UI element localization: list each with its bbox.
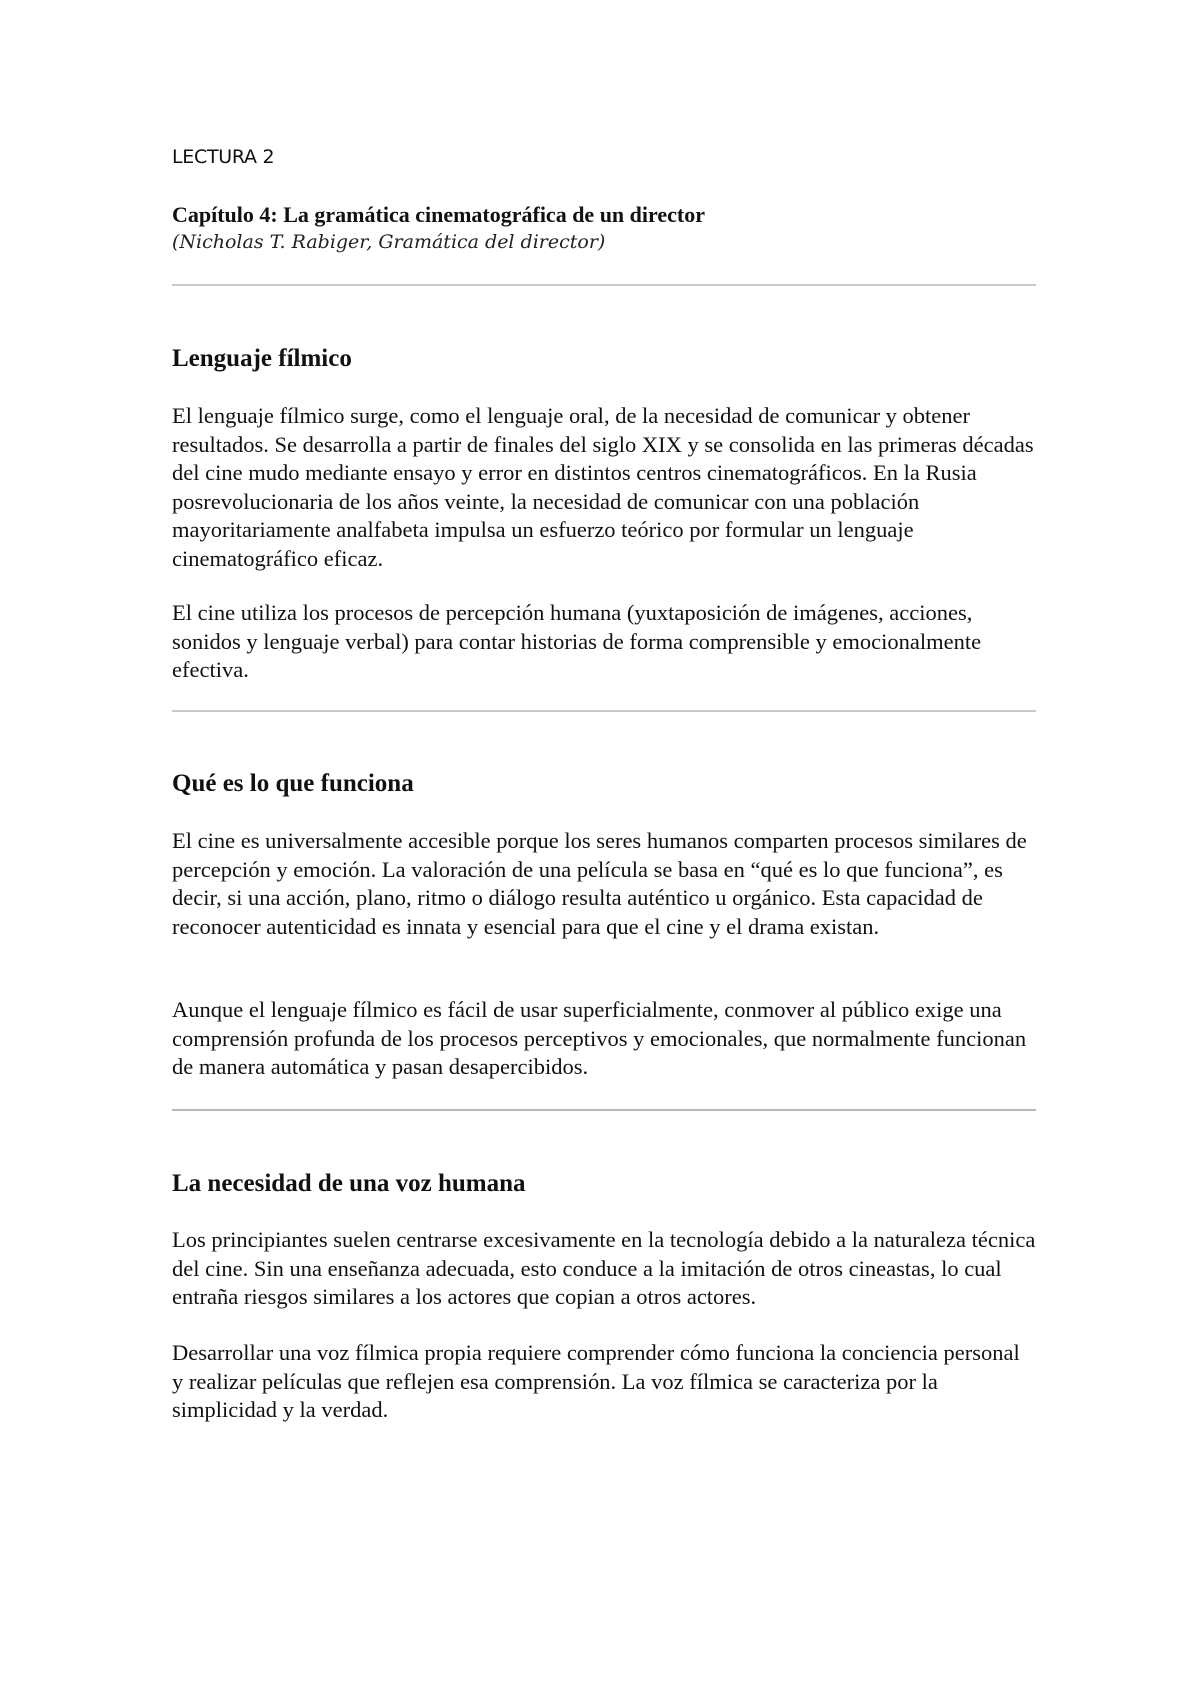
lecture-label: LECTURA 2 [172,146,275,168]
paragraph: El cine utiliza los procesos de percepción humana (yuxtaposición de imágenes, acciones, sonidos y lenguaje verbal) para contar historias de forma comprensible y emocionalmente efectiva. [172,600,982,682]
section-heading-que-funciona: Qué es lo que funciona [172,770,414,797]
paragraph: Desarrollar una voz fílmica propia requiere comprender cómo funciona la conciencia personal y realizar películas que reflejen esa comprensión. La voz fílmica se caracteriza por la simplicidad y la verdad. [172,1340,1020,1422]
paragraph: El lenguaje fílmico surge, como el lenguaje oral, de la necesidad de comunicar y obtener resultados. Se desarrolla a partir de finales del siglo XIX y se consolida en las primeras décadas del cine mudo mediante ensayo y error en distintos centros cinematográficos. En la Rusia posrevolucionaria de los años veinte, la necesidad de comunicar con una población mayoritariamente analfabeta impulsa un esfuerzo teórico por formular un lenguaje cinematográfico eficaz. [172,403,1034,571]
divider [172,284,1036,286]
paragraph: Aunque el lenguaje fílmico es fácil de usar superficialmente, conmover al público exige una comprensión profunda de los procesos perceptivos y emocionales, que normalmente funcionan de manera automática y pasan desapercibidos. [172,997,1027,1079]
divider [172,710,1036,712]
paragraph: Los principiantes suelen centrarse excesivamente en la tecnología debido a la naturaleza técnica del cine. Sin una enseñanza adecuada, esto conduce a la imitación de otros cineastas, lo cual entraña riesgos similares a los actores que copian a otros actores. [172,1227,1036,1309]
chapter-subtitle: (Nicholas T. Rabiger, Gramática del director) [172,231,606,253]
section-heading-voz-humana: La necesidad de una voz humana [172,1170,526,1197]
section-heading-lenguaje-filmico: Lenguaje fílmico [172,345,352,372]
divider [172,1109,1036,1111]
chapter-title: Capítulo 4: La gramática cinematográfica de un director [172,202,706,227]
paragraph: El cine es universalmente accesible porque los seres humanos comparten procesos similares de percepción y emoción. La valoración de una película se basa en “qué es lo que funciona”, es decir, si una acción, plano, ritmo o diálogo resulta auténtico u orgánico. Esta capacidad de reconocer autenticidad es innata y esencial para que el cine y el drama existan. [172,828,1027,939]
